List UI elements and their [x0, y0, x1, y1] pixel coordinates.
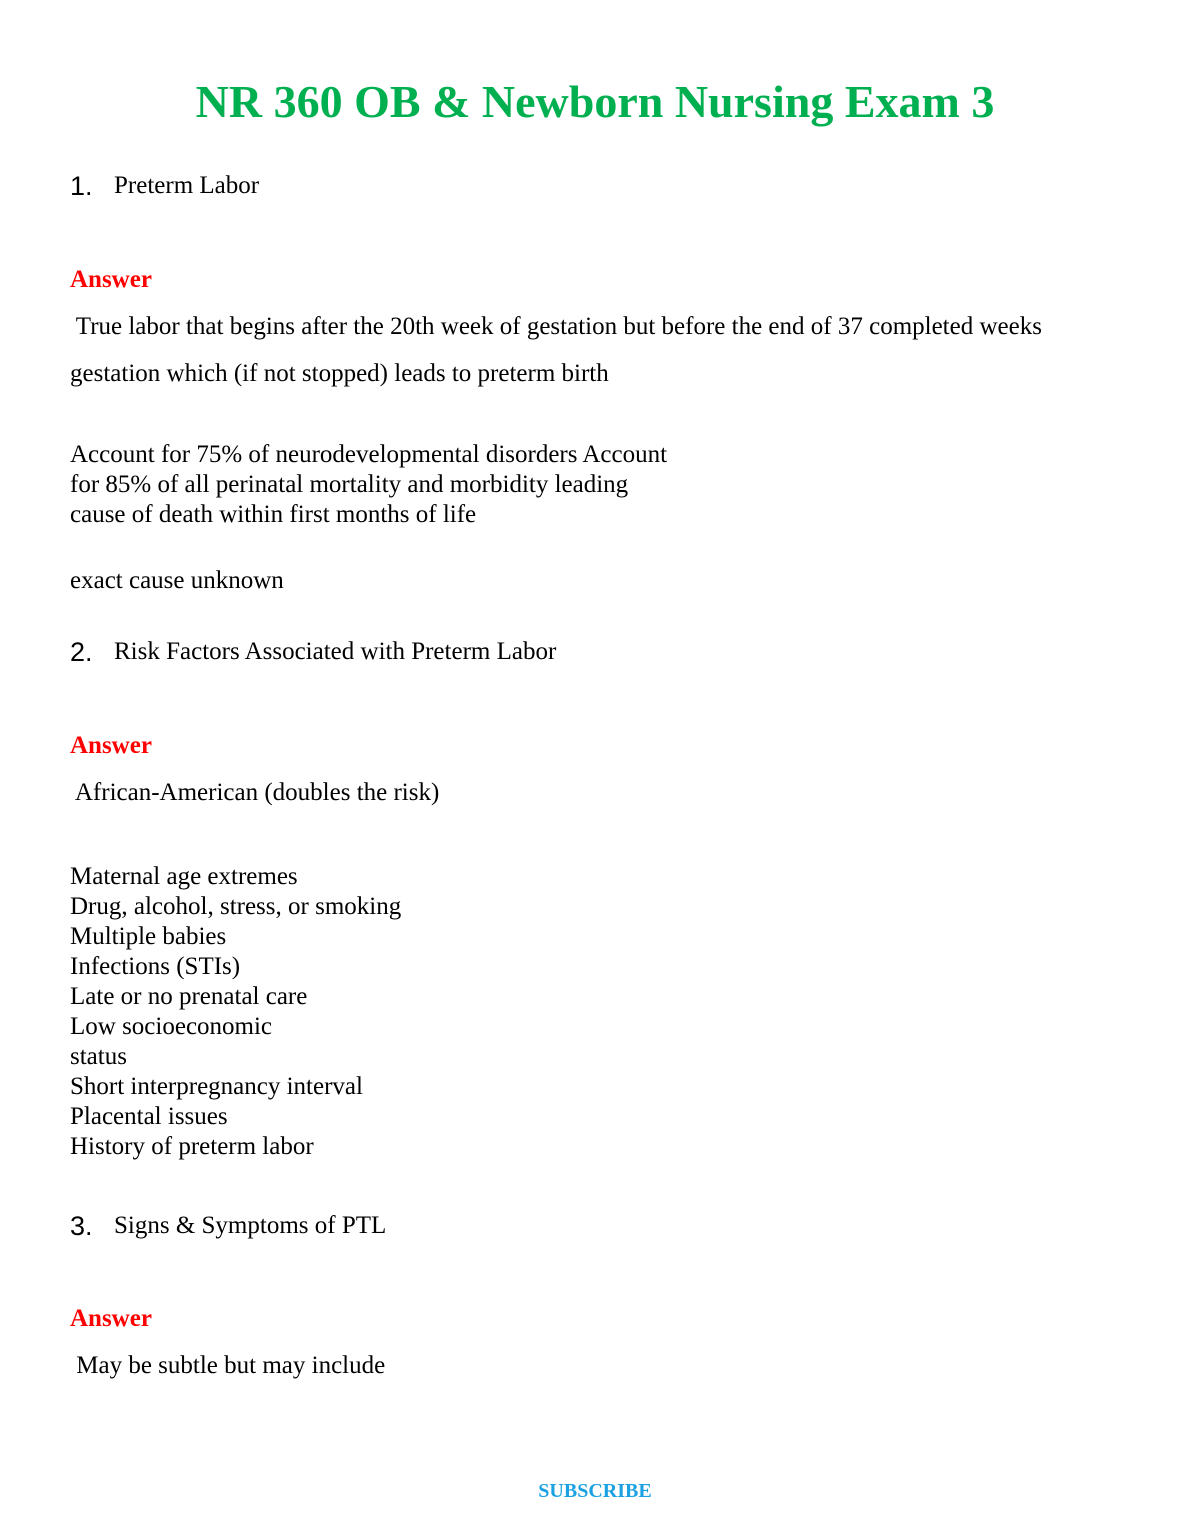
answer-line: True labor that begins after the 20th week of gestation but before the end of 37 completed weeks — [70, 313, 1042, 340]
answer-note: exact cause unknown — [70, 567, 284, 594]
answer-label: Answer — [70, 266, 152, 293]
question-number: 2. — [70, 637, 93, 667]
question-number: 1. — [70, 171, 93, 201]
answer-detail-line: cause of death within first months of life — [70, 501, 477, 528]
list-item: Placental issues — [70, 1103, 228, 1130]
answer-detail-block — [70, 440, 667, 530]
answer-line: gestation which (if not stopped) leads to preterm birth — [70, 360, 609, 387]
document-title: NR 360 OB & Newborn Nursing Exam 3 — [195, 76, 995, 127]
question-text: Risk Factors Associated with Preterm Labor — [114, 638, 557, 665]
answer-label: Answer — [70, 732, 152, 759]
answer-detail-line: for 85% of all perinatal mortality and morbidity leading — [70, 471, 629, 498]
subscribe-link[interactable]: SUBSCRIBE — [538, 1480, 652, 1502]
list-item: Drug, alcohol, stress, or smoking — [70, 893, 402, 920]
list-item: status — [70, 1043, 127, 1070]
list-item: History of preterm labor — [70, 1133, 314, 1160]
question-number: 3. — [70, 1211, 93, 1241]
list-item: Short interpregnancy interval — [70, 1073, 363, 1100]
answer-label: Answer — [70, 1305, 152, 1332]
answer-line: May be subtle but may include — [70, 1352, 386, 1379]
question-text: Signs & Symptoms of PTL — [114, 1212, 387, 1239]
answer-detail-line: Account for 75% of neurodevelopmental disorders Account — [70, 441, 668, 468]
answer-line: African-American (doubles the risk) — [70, 779, 440, 806]
list-item: Maternal age extremes — [70, 863, 298, 890]
risk-factor-list — [70, 862, 401, 1162]
question-text: Preterm Labor — [114, 172, 260, 199]
list-item: Low socioeconomic — [70, 1013, 273, 1040]
list-item: Multiple babies — [70, 923, 227, 950]
list-item: Late or no prenatal care — [70, 983, 308, 1010]
list-item: Infections (STIs) — [70, 953, 241, 980]
